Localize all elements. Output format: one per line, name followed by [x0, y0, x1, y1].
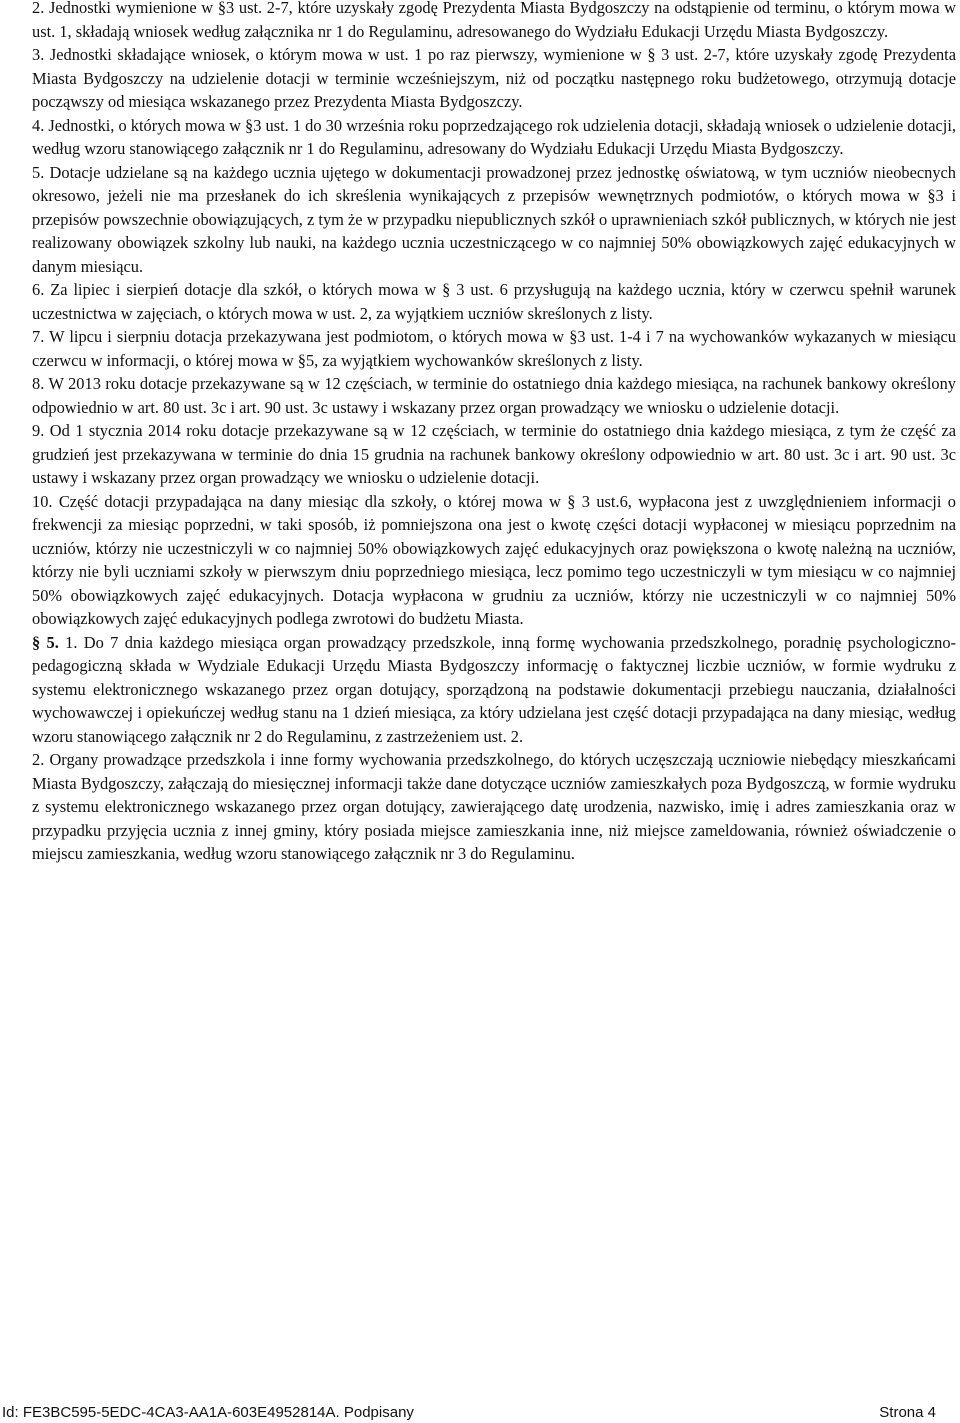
paragraph-10: 10. Część dotacji przypadająca na dany miesiąc dla szkoły, o której mowa w § 3 ust.6, wypłacona jest z uwzględnieniem informacji o frekwencji za miesiąc poprzedni, w taki sposób, iż pomniejszona ona jest o kwotę części dotacji wypłaconej w miesiącu poprzednim na uczniów, którzy nie uczestniczyli w co najmniej 50% obowiązkowych zajęć edukacyjnych oraz powiększona o kwotę należną na uczniów, którzy nie byli uczniami szkoły w pierwszym dniu poprzedniego miesiąca, lecz pomimo tego uczestniczyli w tym miesiącu w co najmniej 50% obowiązkowych zajęć edukacyjnych. Dotacja wypłacona w grudniu za uczniów, którzy nie uczestniczyli w co najmniej 50% obowiązkowych zajęć edukacyjnych podlega zwrotowi do budżetu Miasta.	[32, 491, 956, 628]
document-page	[32, 0, 956, 866]
section-5-paragraph-1-text: 1. Do 7 dnia każdego miesiąca organ prowadzący przedszkole, inną formę wychowania przedszkolnego, poradnię psychologiczno-pedagogiczną składa w Wydziale Edukacji Urzędu Miasta Bydgoszczy informację o faktycznej liczbie uczniów, w formie wydruku z systemu elektronicznego wskazanego przez organ dotujący, sporządzoną na podstawie dokumentacji przebiegu nauczania, działalności wychowawczej i opiekuńczej według stanu na 1 dzień miesiąca, za który udzielana jest część dotacji przypadająca na dany miesiąc, według wzoru stanowiącego załącznik nr 2 do Regulaminu, z zastrzeżeniem ust. 2.	[32, 632, 956, 746]
section-5-paragraph-1	[32, 631, 956, 749]
paragraph-9: 9. Od 1 stycznia 2014 roku dotacje przekazywane są w 12 częściach, w terminie do ostatniego dnia każdego miesiąca, z tym że część za grudzień jest przekazywana w terminie do dnia 15 grudnia na rachunek bankowy określony odpowiednio w art. 80 ust. 3c i art. 90 ust. 3c ustawy i wskazany przez organ prowadzący we wniosku o udzielenie dotacji.	[32, 421, 956, 487]
paragraph-6: 6. Za lipiec i sierpień dotacje dla szkół, o których mowa w § 3 ust. 6 przysługują na każdego ucznia, który w czerwcu spełnił warunek uczestnictwa w zajęciach, o których mowa w ust. 2, za wyjątkiem uczniów skreślonych z listy.	[32, 280, 956, 323]
section-5-paragraph-2: 2. Organy prowadzące przedszkola i inne formy wychowania przedszkolnego, do których uczęszczają uczniowie niebędący mieszkańcami Miasta Bydgoszczy, załączają do miesięcznej informacji także dane dotyczące uczniów zamieszkałych poza Bydgoszczą, w formie wydruku z systemu elektronicznego wskazanego przez organ dotujący, zawierającego datę urodzenia, nazwisko, imię i adres zamieszkania oraz w przypadku przyjęcia ucznia z innej gminy, który posiada miejsce zamieszkania inne, niż miejsce zameldowania, również oświadczenie o miejscu zamieszkania, według wzoru stanowiącego załącznik nr 3 do Regulaminu.	[32, 750, 956, 863]
paragraph-5: 5. Dotacje udzielane są na każdego ucznia ujętego w dokumentacji prowadzonej przez jednostkę oświatową, w tym uczniów nieobecnych okresowo, jeżeli nie ma przesłanek do ich skreślenia wynikających z przepisów wewnętrznych podmiotów, o których mowa w §3 i przepisów powszechnie obowiązujących, z tym że w przypadku niepublicznych szkół o uprawnieniach szkół publicznych, w których nie jest realizowany obowiązek szkolny lub nauki, na każdego ucznia uczestniczącego w co najmniej 50% obowiązkowych zajęć edukacyjnych w danym miesiącu.	[32, 162, 956, 276]
page-number: Strona 4	[879, 1404, 936, 1421]
document-id: Id: FE3BC595-5EDC-4CA3-AA1A-603E4952814A. Podpisany	[2, 1404, 414, 1421]
paragraph-7: 7. W lipcu i sierpniu dotacja przekazywana jest podmiotom, o których mowa w §3 ust. 1-4 i 7 na wychowanków wykazanych w miesiącu czerwcu w informacji, o której mowa w §5, za wyjątkiem wychowanków skreślonych z listy.	[32, 327, 956, 370]
section-5-marker: § 5.	[32, 632, 59, 652]
paragraph-3: 3. Jednostki składające wniosek, o którym mowa w ust. 1 po raz pierwszy, wymienione w § 3 ust. 2-7, które uzyskały zgodę Prezydenta Miasta Bydgoszczy na udzielenie dotacji w terminie wcześniejszym, niż od początku następnego roku budżetowego, otrzymują dotacje począwszy od miesiąca wskazanego przez Prezydenta Miasta Bydgoszczy.	[32, 45, 956, 111]
paragraph-8: 8. W 2013 roku dotacje przekazywane są w 12 częściach, w terminie do ostatniego dnia każdego miesiąca, na rachunek bankowy określony odpowiednio w art. 80 ust. 3c i art. 90 ust. 3c ustawy i wskazany przez organ prowadzący we wniosku o udzielenie dotacji.	[32, 374, 956, 417]
paragraph-2: 2. Jednostki wymienione w §3 ust. 2-7, które uzyskały zgodę Prezydenta Miasta Bydgoszczy na odstąpienie od terminu, o którym mowa w ust. 1, składają wniosek według załącznika nr 1 do Regulaminu, adresowanego do Wydziału Edukacji Urzędu Miasta Bydgoszczy.	[32, 0, 956, 41]
paragraph-4: 4. Jednostki, o których mowa w §3 ust. 1 do 30 września roku poprzedzającego rok udzielenia dotacji, składają wniosek o udzielenie dotacji, według wzoru stanowiącego załącznik nr 1 do Regulaminu, adresowany do Wydziału Edukacji Urzędu Miasta Bydgoszczy.	[32, 115, 956, 158]
